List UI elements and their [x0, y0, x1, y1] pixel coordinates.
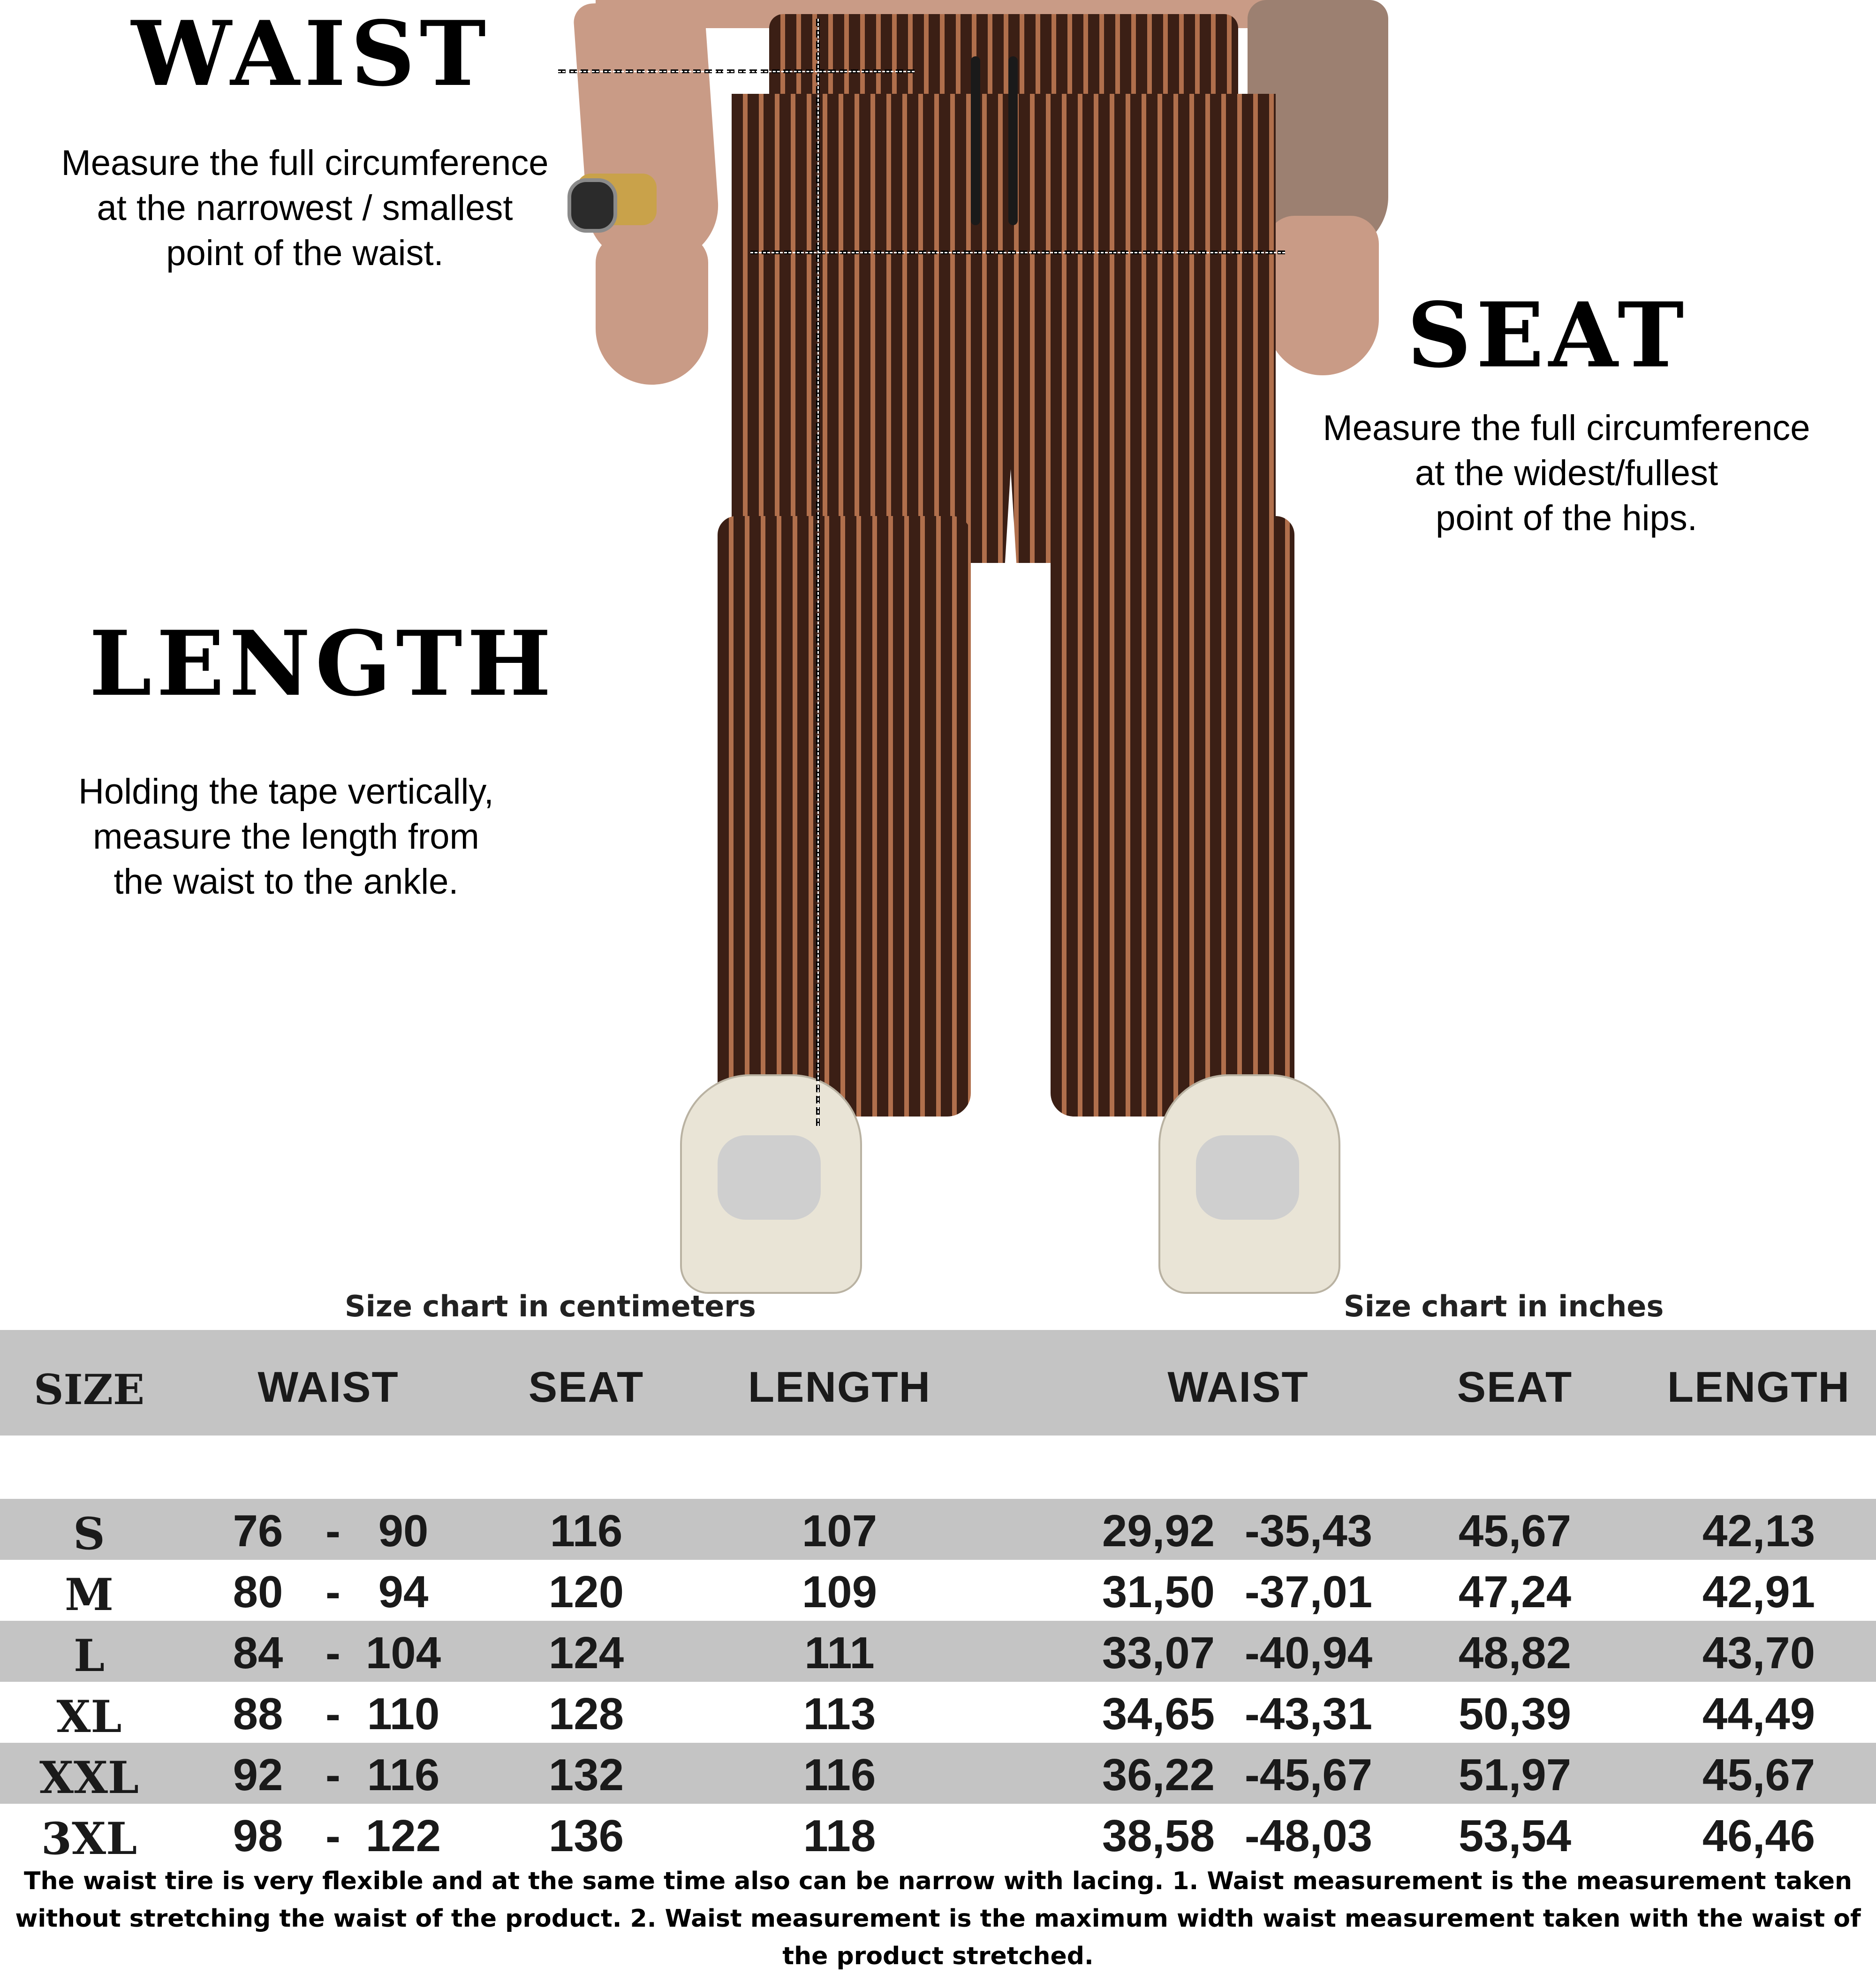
cell-in-length: 45,67: [1702, 1750, 1815, 1800]
cell-cm-waist-min: 84: [233, 1628, 283, 1678]
table-row: [0, 1560, 1876, 1621]
cell-in-seat: 48,82: [1458, 1628, 1572, 1678]
range-dash: -: [325, 1506, 340, 1556]
header-cm-length: LENGTH: [748, 1363, 931, 1411]
table-spacer: [0, 1436, 1876, 1499]
length-instructions: Holding the tape vertically, measure the length from the waist to the ankle.: [78, 772, 494, 902]
cell-size: S: [73, 1508, 105, 1560]
left-sneaker-mesh: [718, 1135, 821, 1220]
trousers-left-leg: [718, 516, 971, 1117]
cell-cm-seat: 120: [548, 1567, 624, 1617]
cell-in-length: 44,49: [1702, 1689, 1815, 1739]
cell-in-seat: 53,54: [1458, 1811, 1572, 1861]
header-in-seat: SEAT: [1457, 1363, 1573, 1411]
cell-in-waist-max: -45,67: [1244, 1750, 1373, 1800]
length-measure-line-highlight: [817, 19, 819, 1126]
cell-cm-waist-min: 80: [233, 1567, 283, 1617]
cell-in-seat: 50,39: [1458, 1689, 1572, 1739]
cell-in-waist-min: 31,50: [1102, 1567, 1215, 1617]
cell-cm-length: 113: [803, 1689, 876, 1739]
cell-in-length: 42,13: [1702, 1506, 1815, 1556]
table-row: [0, 1804, 1876, 1865]
range-dash: -: [325, 1750, 340, 1800]
header-size: SIZE: [33, 1365, 145, 1414]
model-left-hand: [596, 235, 708, 385]
cell-in-seat: 51,97: [1458, 1750, 1572, 1800]
waist-instructions: Measure the full circumference at the narrowest / smallest point of the waist.: [61, 143, 549, 273]
cell-cm-seat: 124: [548, 1628, 624, 1678]
drawstring: [1008, 56, 1018, 225]
table-row: [0, 1743, 1876, 1804]
cell-cm-length: 109: [802, 1567, 877, 1617]
cell-in-waist-max: -48,03: [1244, 1811, 1373, 1861]
cell-in-length: 43,70: [1702, 1628, 1815, 1678]
cell-cm-waist-max: 110: [367, 1689, 440, 1739]
table-row: [0, 1621, 1876, 1682]
table-row: [0, 1499, 1876, 1560]
table-header-row: [0, 1330, 1876, 1436]
trousers-right-leg: [1051, 516, 1294, 1117]
cell-cm-length: 118: [803, 1811, 876, 1861]
cell-size: L: [73, 1630, 105, 1682]
cell-cm-waist-max: 122: [365, 1811, 441, 1861]
range-dash: -: [325, 1811, 340, 1861]
table-footnote: The waist tire is very flexible and at the same time also can be narrow with lacing. 1. Waist measurement is the measurement taken without stretching the waist of the product. 2. Waist measurement is the maximum width waist measurement taken with the waist of the product stretched.: [15, 1867, 1861, 1970]
model-right-hand: [1266, 216, 1379, 375]
cell-size: 3XL: [41, 1813, 137, 1865]
cell-in-waist-min: 38,58: [1102, 1811, 1215, 1861]
cell-cm-waist-max: 90: [378, 1506, 429, 1556]
cell-cm-waist-max: 94: [378, 1567, 429, 1617]
waist-measure-line-highlight: [558, 71, 915, 72]
cell-cm-waist-max: 116: [367, 1750, 440, 1800]
cell-cm-length: 116: [803, 1750, 876, 1800]
cell-in-length: 46,46: [1702, 1811, 1815, 1861]
cell-size: M: [64, 1569, 114, 1621]
header-cm-seat: SEAT: [528, 1363, 644, 1411]
seat-heading: SEAT: [1407, 283, 1689, 387]
cell-in-waist-min: 33,07: [1102, 1628, 1215, 1678]
cell-in-length: 42,91: [1702, 1567, 1815, 1617]
trousers-body: [732, 94, 1276, 563]
range-dash: -: [325, 1628, 340, 1678]
cell-in-seat: 45,67: [1458, 1506, 1572, 1556]
cell-cm-seat: 128: [548, 1689, 624, 1739]
cell-in-seat: 47,24: [1458, 1567, 1572, 1617]
size-table-body: [0, 1499, 1876, 1865]
cell-in-waist-max: -37,01: [1244, 1567, 1373, 1617]
leg-gap: [971, 469, 1051, 1126]
cell-in-waist-max: -40,94: [1244, 1628, 1373, 1678]
range-dash: -: [325, 1689, 340, 1739]
cell-in-waist-max: -43,31: [1244, 1689, 1373, 1739]
cell-cm-waist-max: 104: [365, 1628, 441, 1678]
cell-size: XXL: [39, 1752, 139, 1804]
caption-inches: Size chart in inches: [1344, 1289, 1664, 1323]
cell-size: XL: [56, 1691, 122, 1743]
cell-in-waist-min: 36,22: [1102, 1750, 1215, 1800]
seat-instructions: Measure the full circumference at the widest/fullest point of the hips.: [1323, 408, 1810, 538]
cell-cm-waist-min: 88: [233, 1689, 283, 1739]
drawstring: [971, 56, 980, 225]
header-in-length: LENGTH: [1667, 1363, 1851, 1411]
cell-cm-waist-min: 92: [233, 1750, 283, 1800]
seat-measure-line-highlight: [750, 252, 1285, 253]
table-row: [0, 1682, 1876, 1743]
header-in-waist: WAIST: [1167, 1363, 1309, 1411]
cell-cm-seat: 132: [548, 1750, 624, 1800]
cell-cm-length: 111: [804, 1628, 875, 1678]
cell-in-waist-min: 29,92: [1102, 1506, 1215, 1556]
cell-cm-length: 107: [802, 1506, 877, 1556]
cell-cm-seat: 116: [550, 1506, 623, 1556]
cell-cm-seat: 136: [548, 1811, 624, 1861]
range-dash: -: [325, 1567, 340, 1617]
cell-in-waist-max: -35,43: [1244, 1506, 1373, 1556]
header-cm-waist: WAIST: [257, 1363, 399, 1411]
caption-centimeters: Size chart in centimeters: [345, 1289, 756, 1323]
waist-heading: WAIST: [131, 1, 491, 106]
length-heading: LENGTH: [89, 611, 556, 716]
cell-cm-waist-min: 98: [233, 1811, 283, 1861]
cell-in-waist-min: 34,65: [1102, 1689, 1215, 1739]
right-sneaker-mesh: [1196, 1135, 1299, 1220]
cell-cm-waist-min: 76: [233, 1506, 283, 1556]
